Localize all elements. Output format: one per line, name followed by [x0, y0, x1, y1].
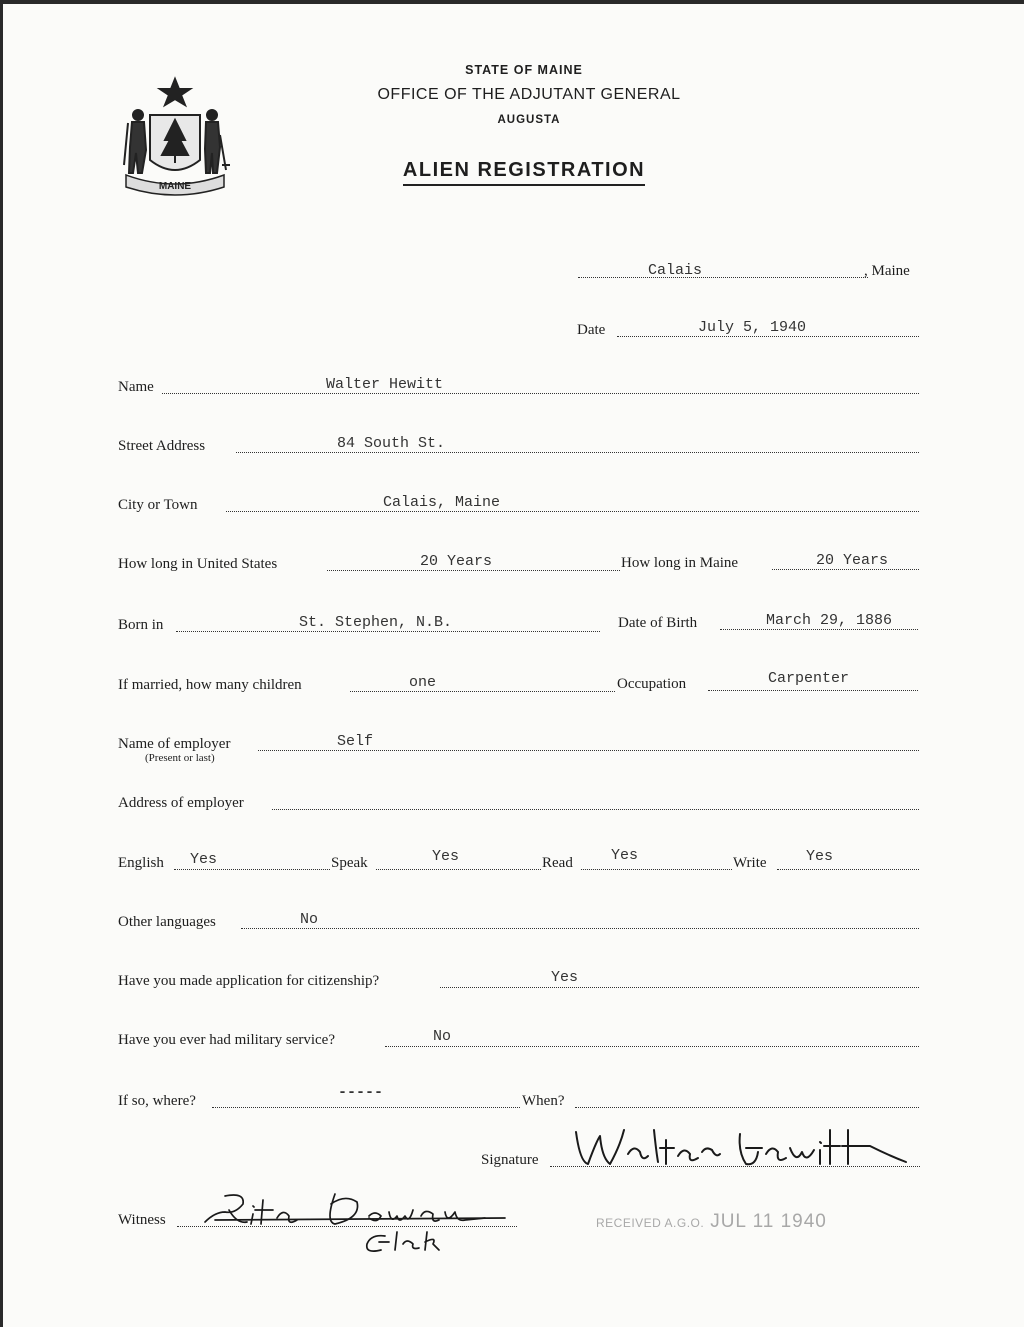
- citizenship-label: Have you made application for citizenship?: [118, 973, 380, 989]
- english-value: Yes: [190, 851, 218, 868]
- occupation-label: Occupation: [617, 676, 687, 692]
- military-value: No: [433, 1028, 452, 1045]
- employer-label: Name of employer: [118, 736, 231, 752]
- street-value: 84 South St.: [337, 435, 446, 452]
- employer-line: [258, 750, 919, 751]
- speak-value: Yes: [432, 848, 460, 865]
- write-line: [777, 869, 919, 870]
- write-label: Write: [733, 855, 767, 871]
- name-value: Walter Hewitt: [326, 376, 444, 393]
- office-heading: OFFICE OF THE ADJUTANT GENERAL: [377, 86, 681, 103]
- english-label: English: [118, 855, 164, 871]
- city-town-line: [226, 511, 919, 512]
- military-label: Have you ever had military service?: [118, 1032, 335, 1048]
- born-value: St. Stephen, N.B.: [299, 614, 453, 631]
- how-long-maine-line: [772, 569, 919, 570]
- street-label: Street Address: [118, 438, 206, 454]
- form-title: ALIEN REGISTRATION: [403, 159, 645, 186]
- name-line: [162, 393, 919, 394]
- read-value: Yes: [611, 847, 639, 864]
- speak-line: [376, 869, 541, 870]
- where-line: [212, 1107, 520, 1108]
- born-line: [176, 631, 600, 632]
- city-town-value: Calais, Maine: [383, 494, 501, 511]
- other-languages-value: No: [300, 911, 319, 928]
- read-line: [581, 869, 732, 870]
- name-label: Name: [118, 379, 154, 395]
- dob-value: March 29, 1886: [766, 612, 893, 629]
- born-label: Born in: [118, 617, 164, 633]
- children-line: [350, 691, 615, 692]
- received-stamp: [596, 1211, 827, 1233]
- employer-value: Self: [337, 733, 374, 750]
- date-value: July 5, 1940: [698, 319, 807, 336]
- military-line: [385, 1046, 919, 1047]
- how-long-us-value: 20 Years: [420, 553, 493, 570]
- how-long-us-line: [327, 570, 620, 571]
- place-line: [578, 277, 868, 278]
- employer-sublabel: (Present or last): [145, 752, 215, 764]
- children-value: one: [409, 674, 437, 691]
- read-label: Read: [542, 855, 573, 871]
- form-title-wrap: [12, 159, 1024, 182]
- date-label: Date: [577, 322, 606, 338]
- citizenship-value: Yes: [551, 969, 579, 986]
- place-value: Calais: [648, 262, 703, 279]
- employer-address-label: Address of employer: [118, 795, 244, 811]
- signature-handwriting: [570, 1122, 910, 1172]
- when-label: When?: [522, 1093, 565, 1109]
- citizenship-line: [440, 987, 919, 988]
- other-languages-line: [241, 928, 919, 929]
- scan-border-top: [0, 0, 1024, 4]
- date-line: [617, 336, 919, 337]
- dob-label: Date of Birth: [618, 615, 698, 631]
- signature-label: Signature: [481, 1152, 539, 1168]
- received-stamp-text: RECEIVED A.G.O.: [596, 1216, 705, 1230]
- speak-label: Speak: [331, 855, 368, 871]
- seal-banner-text: MAINE: [158, 181, 192, 192]
- street-line: [236, 452, 919, 453]
- how-long-maine-value: 20 Years: [816, 552, 889, 569]
- occupation-value: Carpenter: [768, 670, 850, 687]
- received-stamp-date: JUL 11 1940: [710, 1211, 827, 1232]
- state-heading: STATE OF MAINE: [465, 63, 583, 77]
- how-long-maine-label: How long in Maine: [621, 555, 739, 571]
- place-suffix: , Maine: [864, 263, 910, 279]
- witness-label: Witness: [118, 1212, 166, 1228]
- witness-handwriting: [185, 1188, 515, 1258]
- when-line: [575, 1107, 919, 1108]
- how-long-us-label: How long in United States: [118, 556, 278, 572]
- dob-line: [720, 629, 918, 630]
- other-languages-label: Other languages: [118, 914, 216, 930]
- write-value: Yes: [806, 848, 834, 865]
- scan-border-left: [0, 0, 3, 1327]
- city-heading: AUGUSTA: [497, 114, 561, 126]
- children-label: If married, how many children: [118, 677, 302, 693]
- where-label: If so, where?: [118, 1093, 196, 1109]
- city-town-label: City or Town: [118, 497, 198, 513]
- employer-address-line: [272, 809, 919, 810]
- occupation-line: [708, 690, 918, 691]
- where-value: -----: [338, 1084, 384, 1101]
- english-line: [174, 869, 330, 870]
